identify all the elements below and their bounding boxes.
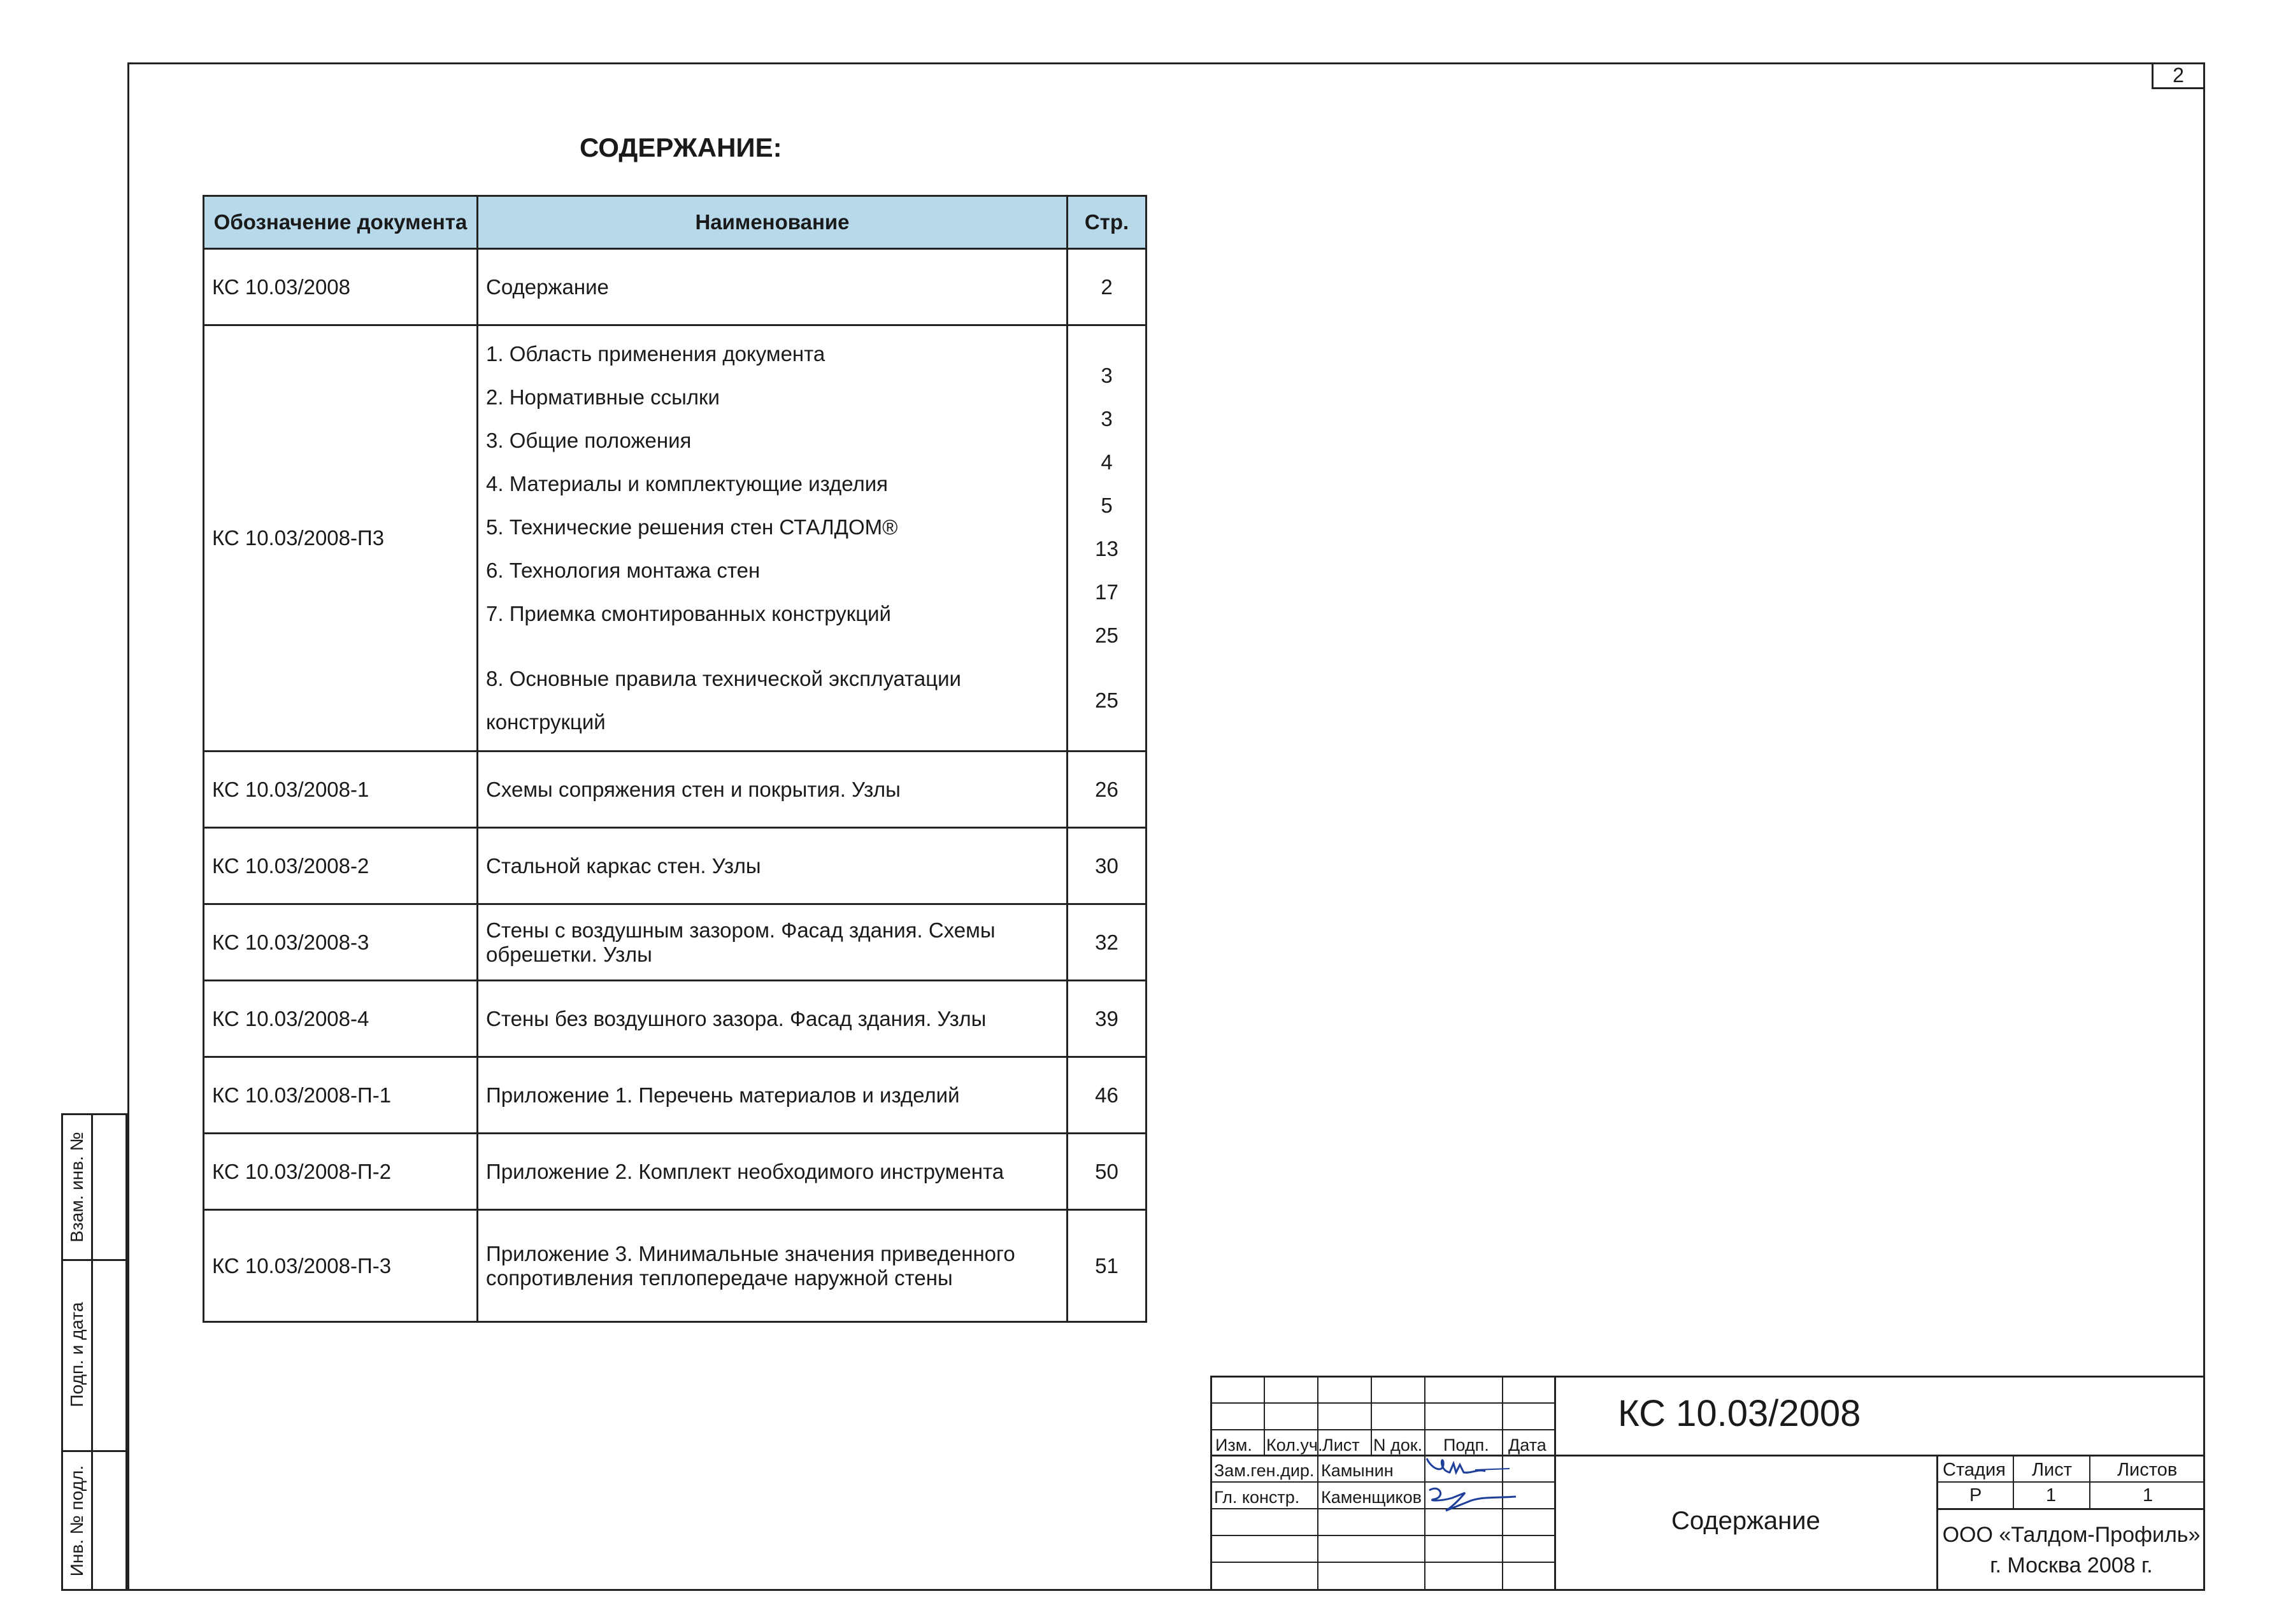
row-code: КС 10.03/2008-П3 <box>204 325 478 751</box>
row-name: Приложение 2. Комплект необходимого инструмента <box>478 1134 1068 1210</box>
row-name: Приложение 3. Минимальные значения приведенного сопротивления теплопередаче наружной стены <box>478 1210 1068 1322</box>
list-item-page: 5 <box>1101 494 1113 517</box>
tb-signer-2: Каменщиков <box>1321 1488 1422 1507</box>
side-label-inv: Инв. № подл. <box>67 1465 87 1576</box>
table-header-row <box>204 196 1146 249</box>
tb-col-izm: Изм. <box>1215 1435 1252 1455</box>
row-name: Схемы сопряжения стен и покрытия. Узлы <box>478 751 1068 828</box>
tb-col-ndok: N док. <box>1373 1435 1423 1455</box>
table-row <box>204 981 1146 1057</box>
list-item: 1. Область применения документа <box>486 342 825 366</box>
list-item-page: 25 <box>1095 623 1118 647</box>
list-item: 8. Основные правила технической эксплуатации конструкций <box>486 667 961 734</box>
table-row <box>204 904 1146 981</box>
tb-col-podp: Подп. <box>1443 1435 1489 1455</box>
list-item-page: 3 <box>1101 407 1113 431</box>
side-stamp-vzam <box>61 1113 127 1261</box>
row-name: Приложение 1. Перечень материалов и изделий <box>478 1057 1068 1134</box>
table-row <box>204 1057 1146 1134</box>
list-item-page: 25 <box>1095 688 1118 712</box>
document-name: Содержание <box>1671 1507 1820 1535</box>
row-code: КС 10.03/2008-1 <box>204 751 478 828</box>
header-code: Обозначение документа <box>204 196 478 249</box>
list-item: 6. Технология монтажа стен <box>486 559 761 582</box>
title-block <box>1210 1376 2205 1591</box>
tb-col-list: Лист <box>1322 1435 1360 1455</box>
header-page: Стр. <box>1068 196 1146 249</box>
side-label-podp: Подп. и дата <box>67 1302 87 1407</box>
row-page: 32 <box>1068 904 1146 981</box>
tb-role-1: Зам.ген.дир. <box>1214 1461 1315 1480</box>
list-item-page: 13 <box>1095 537 1118 560</box>
row-page: 2 <box>1068 249 1146 325</box>
row-page: 50 <box>1068 1134 1146 1210</box>
list-item: 3. Общие положения <box>486 429 692 452</box>
list-item: 2. Нормативные ссылки <box>486 385 720 409</box>
stage-value: Р <box>1969 1485 1982 1506</box>
table-row <box>204 325 1146 751</box>
tb-role-2: Гл. констр. <box>1214 1488 1300 1507</box>
page-title: СОДЕРЖАНИЕ: <box>580 132 782 162</box>
list-item-page: 4 <box>1101 450 1113 474</box>
row-name: Стальной каркас стен. Узлы <box>478 828 1068 904</box>
stage-label: Стадия <box>1943 1460 2006 1480</box>
sheet-label: Лист <box>2032 1460 2073 1480</box>
table-row <box>204 751 1146 828</box>
sheet-number: 2 <box>2152 62 2205 89</box>
list-item-page: 17 <box>1095 580 1118 604</box>
organization <box>1940 1520 2203 1581</box>
tb-signer-1: Камынин <box>1321 1461 1394 1480</box>
row-code: КС 10.03/2008-4 <box>204 981 478 1057</box>
org-line-1: ООО «Талдом-Профиль» <box>1942 1523 2201 1547</box>
row-code: КС 10.03/2008-П-3 <box>204 1210 478 1322</box>
list-item: 7. Приемка смонтированных конструкций <box>486 602 891 625</box>
sheets-value: 1 <box>2143 1485 2154 1506</box>
row-page-list <box>1068 325 1146 751</box>
header-name: Наименование <box>478 196 1068 249</box>
row-page: 26 <box>1068 751 1146 828</box>
table-row <box>204 249 1146 325</box>
document-code: КС 10.03/2008 <box>1618 1393 1861 1434</box>
tb-col-kolvo: Кол.уч. <box>1266 1435 1323 1455</box>
tb-col-data: Дата <box>1508 1435 1547 1455</box>
row-code: КС 10.03/2008-П-1 <box>204 1057 478 1134</box>
row-code: КС 10.03/2008-2 <box>204 828 478 904</box>
sheet-value: 1 <box>2046 1485 2057 1506</box>
row-code: КС 10.03/2008-3 <box>204 904 478 981</box>
row-page: 30 <box>1068 828 1146 904</box>
side-label-vzam: Взам. инв. № <box>67 1132 87 1243</box>
row-page: 39 <box>1068 981 1146 1057</box>
table-row <box>204 1210 1146 1322</box>
side-stamp-podp <box>61 1259 127 1452</box>
row-name: Содержание <box>478 249 1068 325</box>
row-name: Стены с воздушным зазором. Фасад здания. Схемы обрешетки. Узлы <box>478 904 1068 981</box>
table-row <box>204 1134 1146 1210</box>
row-code: КС 10.03/2008 <box>204 249 478 325</box>
row-name-list <box>478 325 1068 751</box>
list-item: 5. Технические решения стен СТАЛДОМ® <box>486 515 898 539</box>
row-code: КС 10.03/2008-П-2 <box>204 1134 478 1210</box>
table-row <box>204 828 1146 904</box>
org-line-2: г. Москва 2008 г. <box>1990 1553 2153 1578</box>
row-page: 51 <box>1068 1210 1146 1322</box>
row-page: 46 <box>1068 1057 1146 1134</box>
list-item: 4. Материалы и комплектующие изделия <box>486 472 889 495</box>
list-item-page: 3 <box>1101 364 1113 387</box>
row-name: Стены без воздушного зазора. Фасад здания. Узлы <box>478 981 1068 1057</box>
contents-table <box>203 195 1147 1323</box>
side-stamp-inv <box>61 1450 127 1591</box>
sheets-label: Листов <box>2117 1460 2178 1480</box>
signature-2 <box>1420 1481 1548 1532</box>
